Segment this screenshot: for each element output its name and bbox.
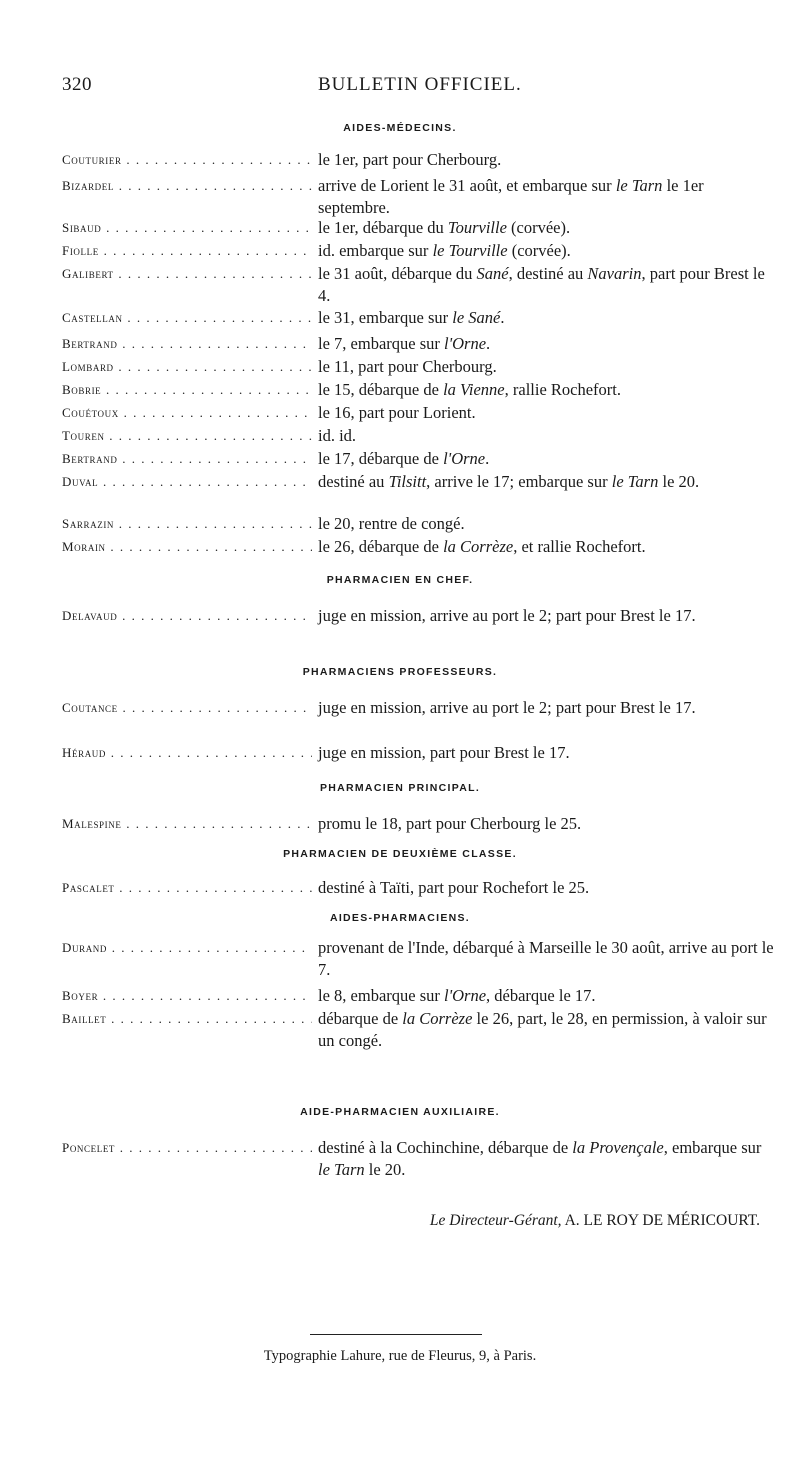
text-run: id. id.	[318, 426, 357, 445]
running-title: BULLETIN OFFICIEL.	[318, 74, 522, 95]
movement-text	[318, 513, 774, 535]
officer-name-text: Fiolle	[62, 243, 99, 258]
signature-role: Le Directeur-Gérant,	[429, 1212, 562, 1229]
ship-name: le Tarn	[611, 472, 659, 491]
text-run: .	[486, 334, 491, 353]
text-run: le 20.	[364, 1160, 406, 1179]
ship-name: le Sané	[452, 308, 501, 327]
movement-text	[318, 985, 774, 1007]
section-heading: PHARMACIEN DE DEUXIÈME CLASSE.	[283, 848, 517, 860]
text-run: le 20, rentre de congé.	[318, 514, 465, 533]
signature-name: A. LE ROY DE MÉRICOURT.	[564, 1212, 760, 1229]
text-run: , rallie Rochefort.	[504, 380, 621, 399]
officer-name	[62, 605, 312, 627]
text-run: le 31, embarque sur	[318, 308, 453, 327]
text-run: le 26, part, le 28, en permission, à valoir sur un congé.	[318, 1009, 767, 1050]
section-heading: AIDES-PHARMACIENS.	[329, 912, 471, 924]
officer-name-text: Lombard	[62, 359, 114, 374]
movement-text	[318, 425, 774, 447]
movement-text	[318, 605, 774, 627]
movement-text	[318, 217, 774, 239]
ship-name: Sané	[476, 264, 509, 283]
text-run: le 8, embarque sur	[318, 986, 444, 1005]
signature	[430, 1212, 760, 1230]
text-run: destiné à la Cochinchine, débarque de	[318, 1138, 573, 1157]
ship-name: le Tarn	[615, 176, 663, 195]
page-number: 320	[62, 74, 92, 95]
movement-text	[318, 175, 774, 219]
officer-name	[62, 379, 312, 401]
text-run: le 7, embarque sur	[318, 334, 444, 353]
movement-text	[318, 813, 774, 835]
officer-name-text: Sibaud	[62, 220, 102, 235]
text-run: le 1er septembre.	[318, 176, 704, 217]
officer-name	[62, 985, 312, 1007]
text-run: .	[485, 449, 490, 468]
officer-name	[62, 217, 312, 239]
movement-text	[318, 1008, 774, 1052]
movement-text	[318, 240, 774, 262]
text-run: , débarque le 17.	[486, 986, 596, 1005]
ship-name: la Corrèze	[443, 537, 514, 556]
ship-name: la Provençale	[572, 1138, 664, 1157]
ship-name: le Tourville	[432, 241, 508, 260]
officer-name-text: Couétoux	[62, 405, 119, 420]
text-run: juge en mission, part pour Brest le 17.	[318, 743, 570, 762]
movement-text	[318, 263, 774, 307]
officer-name	[62, 1137, 312, 1159]
section-heading: AIDE-PHARMACIEN AUXILIAIRE.	[300, 1106, 500, 1118]
officer-name	[62, 307, 312, 329]
officer-name-text: Baillet	[62, 1011, 107, 1026]
officer-name-text: Boyer	[62, 988, 99, 1003]
officer-name	[62, 402, 312, 424]
movement-text	[318, 333, 774, 355]
officer-name-text: Delavaud	[62, 608, 118, 623]
section-heading: PHARMACIEN PRINCIPAL.	[319, 782, 481, 794]
text-run: promu le 18, part pour Cherbourg le 25.	[318, 814, 582, 833]
officer-name	[62, 263, 312, 285]
officer-name-text: Galibert	[62, 266, 114, 281]
text-run: (corvée).	[506, 218, 571, 237]
text-run: id. embarque sur	[318, 241, 433, 260]
text-run: juge en mission, arrive au port le 2; part pour Brest le 17.	[318, 606, 696, 625]
movement-text	[318, 379, 774, 401]
ship-name: la Corrèze	[402, 1009, 473, 1028]
movement-text	[318, 1137, 774, 1181]
officer-name	[62, 333, 312, 355]
movement-text	[318, 877, 774, 899]
officer-name	[62, 1008, 312, 1030]
text-run: provenant de l'Inde, débarqué à Marseille le 30 août, arrive au port le 7.	[318, 938, 774, 979]
text-run: destiné au	[318, 472, 389, 491]
officer-name-text: Morain	[62, 539, 106, 554]
ship-name: la Vienne	[443, 380, 505, 399]
text-run: le 17, débarque de	[318, 449, 444, 468]
officer-name-text: Bertrand	[62, 451, 118, 466]
text-run: destiné à Taïti, part pour Rochefort le 25.	[318, 878, 590, 897]
officer-name-text: Touren	[62, 428, 105, 443]
text-run: , part pour Brest le 4.	[318, 264, 765, 305]
footer-rule	[310, 1334, 482, 1335]
text-run: le 16, part pour Lorient.	[318, 403, 476, 422]
officer-name	[62, 513, 312, 535]
officer-name	[62, 937, 312, 959]
officer-name	[62, 813, 312, 835]
officer-name	[62, 471, 312, 493]
officer-name-text: Pascalet	[62, 880, 115, 895]
ship-name: Navarin	[587, 264, 642, 283]
officer-name-text: Bizardel	[62, 178, 114, 193]
officer-name	[62, 149, 312, 171]
text-run: (corvée).	[507, 241, 571, 260]
movement-text	[318, 471, 774, 493]
officer-name-text: Héraud	[62, 745, 106, 760]
movement-text	[318, 149, 774, 171]
officer-name-text: Sarrazin	[62, 516, 115, 531]
officer-name-text: Bobrie	[62, 382, 102, 397]
officer-name-text: Castellan	[62, 310, 123, 325]
text-run: juge en mission, arrive au port le 2; part pour Brest le 17.	[318, 698, 696, 717]
ship-name: l'Orne	[444, 986, 487, 1005]
text-run: , et rallie Rochefort.	[513, 537, 646, 556]
section-heading: AIDES-MÉDECINS.	[343, 122, 457, 134]
officer-name-text: Coutance	[62, 700, 118, 715]
ship-name: Tourville	[447, 218, 507, 237]
ship-name: le Tarn	[318, 1160, 365, 1179]
movement-text	[318, 448, 774, 470]
section-heading: PHARMACIENS PROFESSEURS.	[302, 666, 498, 678]
page-header	[62, 74, 760, 100]
movement-text	[318, 536, 774, 558]
officer-name	[62, 448, 312, 470]
text-run: , destiné au	[508, 264, 588, 283]
officer-name-text: Duval	[62, 474, 99, 489]
officer-name	[62, 240, 312, 262]
officer-name	[62, 425, 312, 447]
officer-name-text: Malespine	[62, 816, 122, 831]
movement-text	[318, 307, 774, 329]
text-run: , arrive le 17; embarque sur	[426, 472, 612, 491]
officer-name	[62, 877, 312, 899]
officer-name-text: Bertrand	[62, 336, 118, 351]
text-run: , embarque sur	[663, 1138, 762, 1157]
text-run: le 31 août, débarque du	[318, 264, 477, 283]
officer-name	[62, 175, 312, 197]
officer-name	[62, 697, 312, 719]
text-run: le 15, débarque de	[318, 380, 444, 399]
movement-text	[318, 697, 774, 719]
movement-text	[318, 937, 774, 981]
text-run: le 26, débarque de	[318, 537, 444, 556]
text-run: le 20.	[658, 472, 700, 491]
text-run: le 11, part pour Cherbourg.	[318, 357, 497, 376]
officer-name-text: Couturier	[62, 152, 122, 167]
movement-text	[318, 356, 774, 378]
section-heading: PHARMACIEN EN CHEF.	[326, 574, 474, 586]
text-run: débarque de	[318, 1009, 403, 1028]
printer-imprint: Typographie Lahure, rue de Fleurus, 9, à Paris.	[263, 1348, 537, 1364]
movement-text	[318, 742, 774, 764]
officer-name	[62, 356, 312, 378]
ship-name: l'Orne	[443, 449, 486, 468]
text-run: le 1er, part pour Cherbourg.	[318, 150, 502, 169]
officer-name	[62, 742, 312, 764]
ship-name: l'Orne	[444, 334, 487, 353]
ship-name: Tilsitt	[388, 472, 427, 491]
text-run: .	[500, 308, 505, 327]
movement-text	[318, 402, 774, 424]
officer-name-text: Poncelet	[62, 1140, 116, 1155]
officer-name	[62, 536, 312, 558]
text-run: arrive de Lorient le 31 août, et embarque sur	[318, 176, 616, 195]
text-run: le 1er, débarque du	[318, 218, 448, 237]
officer-name-text: Durand	[62, 940, 107, 955]
